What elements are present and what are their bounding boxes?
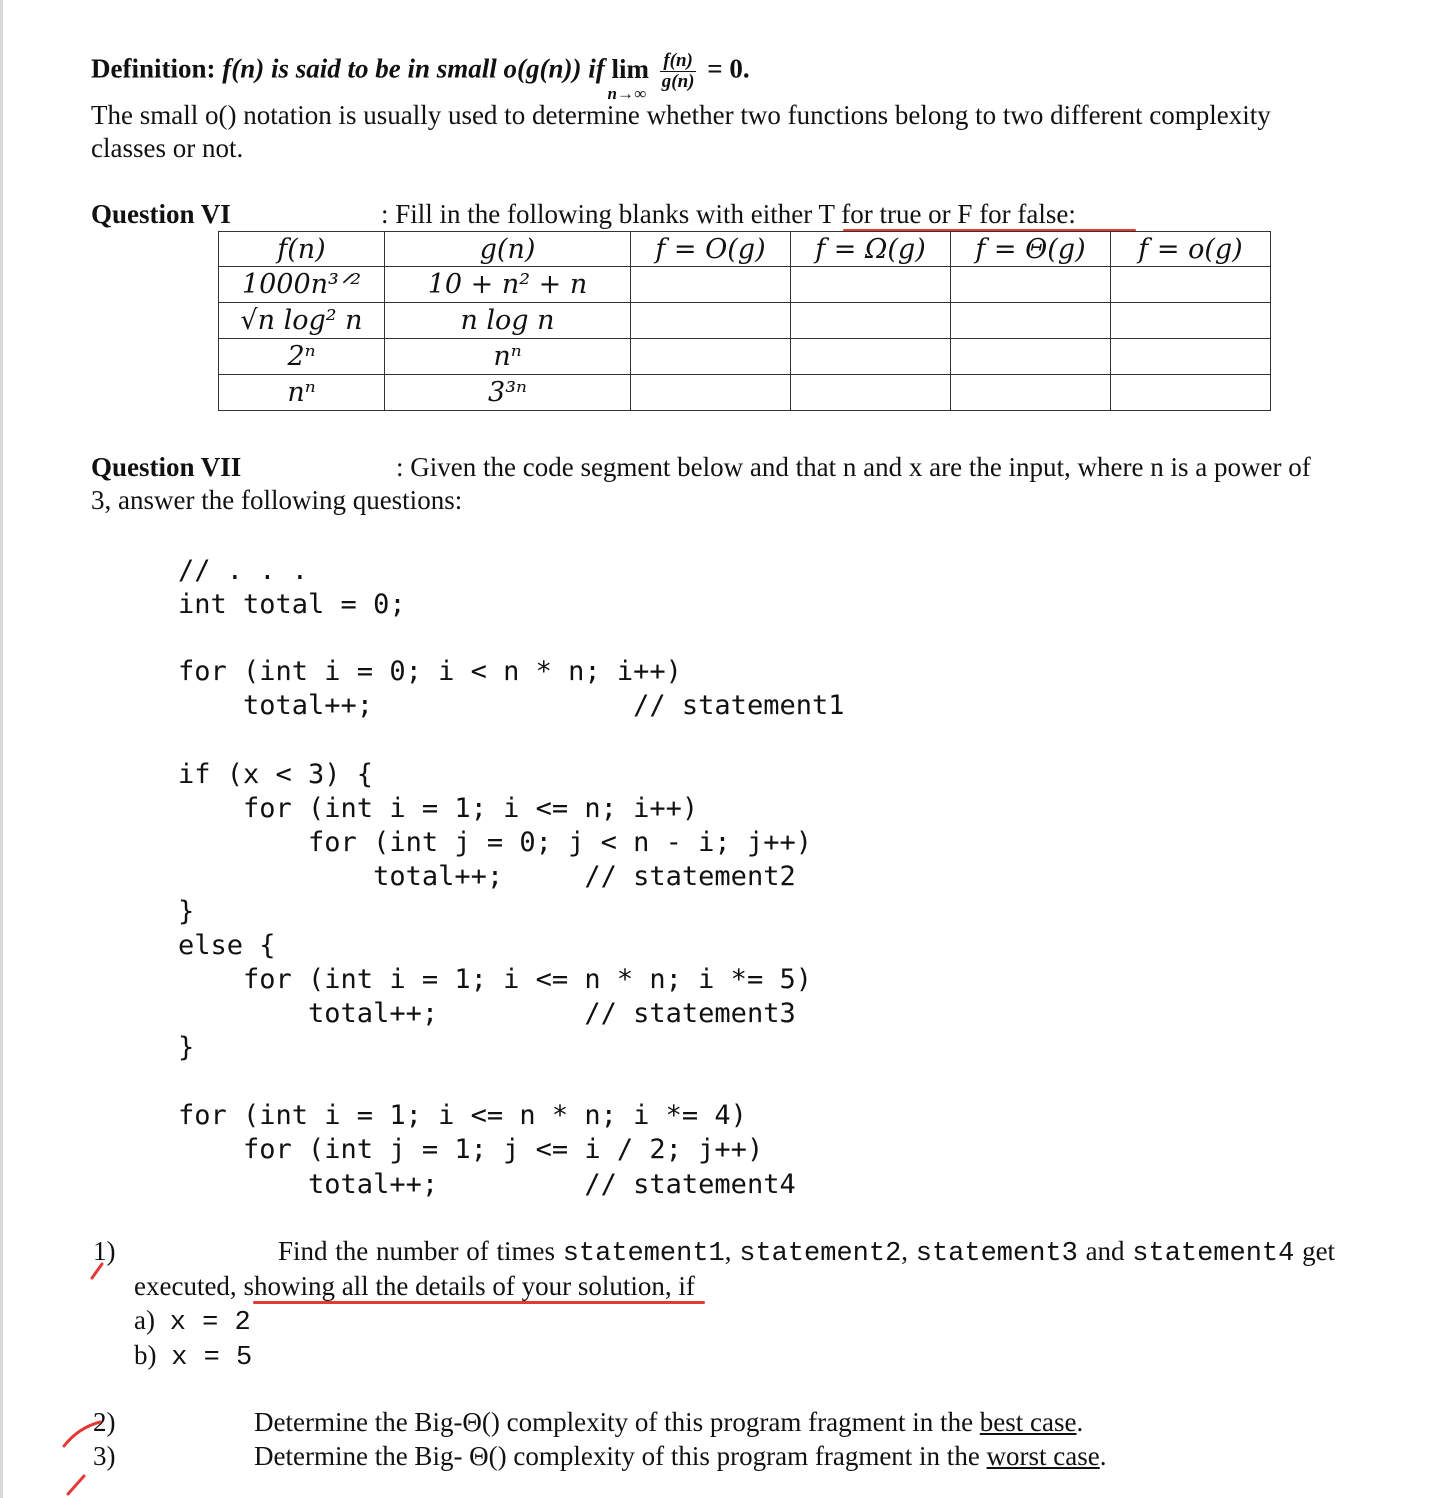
table-row bbox=[219, 339, 1271, 375]
code-line: total++; // statement3 bbox=[178, 998, 796, 1029]
header-big-o: f = O(g) bbox=[631, 232, 791, 267]
limit-expression bbox=[607, 53, 650, 103]
option-b-label: b) bbox=[134, 1340, 157, 1370]
statement4-ref: statement4 bbox=[1132, 1239, 1295, 1269]
blank-cell[interactable] bbox=[631, 339, 791, 375]
period: . bbox=[1076, 1407, 1084, 1437]
question-2-number: 2) bbox=[93, 1407, 116, 1437]
statement1-ref: statement1 bbox=[562, 1239, 725, 1269]
cell-f: 1000n³ᐟ² bbox=[219, 267, 385, 303]
code-line: } bbox=[178, 896, 195, 927]
table-row bbox=[219, 303, 1271, 339]
code-line: total++; // statement4 bbox=[178, 1169, 796, 1200]
header-small-o: f = o(g) bbox=[1111, 232, 1271, 267]
table-row bbox=[219, 267, 1271, 303]
definition-result: = 0. bbox=[707, 53, 750, 84]
blank-cell[interactable] bbox=[951, 375, 1111, 411]
cell-f: 2ⁿ bbox=[219, 339, 385, 375]
question-1-get: get bbox=[1302, 1236, 1336, 1266]
definition-text: f(n) is said to be in small o(g(n)) if bbox=[222, 53, 605, 84]
cell-g: n log n bbox=[385, 303, 631, 339]
limit-subscript: n→∞ bbox=[607, 83, 647, 103]
red-underline-annotation bbox=[253, 1301, 705, 1304]
question-1-line2 bbox=[134, 1271, 695, 1302]
best-case-underlined: best case bbox=[979, 1407, 1077, 1437]
fraction-denominator: g(n) bbox=[661, 71, 695, 92]
question-3-line bbox=[254, 1441, 1107, 1472]
question-1-and: and bbox=[1085, 1236, 1125, 1266]
question-2-line bbox=[254, 1407, 1083, 1438]
blank-cell[interactable] bbox=[631, 267, 791, 303]
cell-f: nⁿ bbox=[219, 375, 385, 411]
period: . bbox=[1099, 1441, 1107, 1471]
blank-cell[interactable] bbox=[791, 375, 951, 411]
blank-cell[interactable] bbox=[791, 339, 951, 375]
option-b-value: x = 5 bbox=[171, 1343, 253, 1373]
fraction-numerator: f(n) bbox=[660, 51, 697, 72]
blank-cell[interactable] bbox=[791, 303, 951, 339]
question-1-text: Find the number of times bbox=[278, 1236, 555, 1266]
definition-note-line1: The small o() notation is usually used to determine whether two functions belong to two different complexity bbox=[91, 100, 1271, 130]
header-g: g(n) bbox=[385, 232, 631, 267]
code-line: for (int i = 0; i < n * n; i++) bbox=[178, 656, 682, 687]
blank-cell[interactable] bbox=[951, 339, 1111, 375]
statement2-ref: statement2 bbox=[739, 1239, 902, 1269]
code-line: for (int i = 1; i <= n; i++) bbox=[178, 793, 699, 824]
code-line: } bbox=[178, 1032, 195, 1063]
table-header-row bbox=[219, 232, 1271, 267]
statement3-ref: statement3 bbox=[915, 1239, 1078, 1269]
red-check-mark-icon bbox=[58, 1418, 108, 1498]
code-line: // . . . bbox=[178, 555, 309, 586]
blank-cell[interactable] bbox=[1111, 375, 1271, 411]
definition-label: Definition: bbox=[91, 53, 216, 84]
option-b bbox=[134, 1340, 252, 1373]
code-line: for (int i = 1; i <= n * n; i *= 5) bbox=[178, 964, 812, 995]
blank-cell[interactable] bbox=[951, 267, 1111, 303]
code-line: total++; // statement1 bbox=[178, 690, 845, 721]
red-check-mark-icon bbox=[88, 1262, 108, 1282]
question-1-number: 1) bbox=[93, 1236, 116, 1266]
header-f: f(n) bbox=[219, 232, 385, 267]
worst-case-underlined: worst case bbox=[986, 1441, 1100, 1471]
blank-cell[interactable] bbox=[1111, 339, 1271, 375]
blank-cell[interactable] bbox=[951, 303, 1111, 339]
page-left-edge bbox=[0, 0, 3, 1498]
question-1-executed: executed, bbox=[134, 1271, 237, 1301]
code-line: else { bbox=[178, 930, 276, 961]
header-omega: f = Ω(g) bbox=[791, 232, 951, 267]
question-vi-label: Question VI bbox=[91, 199, 231, 229]
option-a-label: a) bbox=[134, 1305, 155, 1335]
definition-note-line2: classes or not. bbox=[91, 133, 244, 163]
limit-operator: lim bbox=[611, 53, 649, 84]
question-3-number: 3) bbox=[93, 1441, 116, 1471]
code-line: if (x < 3) { bbox=[178, 759, 374, 790]
code-line: for (int i = 1; i <= n * n; i *= 4) bbox=[178, 1100, 747, 1131]
cell-f: √n log² n bbox=[219, 303, 385, 339]
question-1-emphasis: showing all the details of your solution bbox=[243, 1271, 665, 1301]
header-theta: f = Θ(g) bbox=[951, 232, 1111, 267]
cell-g: nⁿ bbox=[385, 339, 631, 375]
question-1-line1: Find the number of times statement1, statement2, statement3 and statement4 get bbox=[278, 1236, 1336, 1269]
complexity-table bbox=[218, 231, 1271, 411]
blank-cell[interactable] bbox=[791, 267, 951, 303]
question-1-if: , if bbox=[664, 1271, 695, 1301]
blank-cell[interactable] bbox=[631, 375, 791, 411]
question-vi-instruction: : Fill in the following blanks with either T for true or F for false: bbox=[381, 199, 1076, 229]
question-vii-intro-line1: : Given the code segment below and that n and x are the input, where n is a power of bbox=[396, 452, 1311, 482]
question-3-text: Determine the Big- Θ() complexity of this program fragment in the bbox=[254, 1441, 980, 1471]
table-row bbox=[219, 375, 1271, 411]
limit-fraction bbox=[660, 51, 697, 92]
blank-cell[interactable] bbox=[1111, 303, 1271, 339]
option-a-value: x = 2 bbox=[169, 1308, 251, 1338]
question-2-text: Determine the Big-Θ() complexity of this program fragment in the bbox=[254, 1407, 974, 1437]
cell-g: 3³ⁿ bbox=[385, 375, 631, 411]
question-vii-intro-line2: 3, answer the following questions: bbox=[91, 485, 463, 515]
option-a bbox=[134, 1305, 251, 1338]
code-line: for (int j = 0; j < n - i; j++) bbox=[178, 827, 812, 858]
code-line: total++; // statement2 bbox=[178, 861, 796, 892]
code-line: int total = 0; bbox=[178, 589, 406, 620]
definition-line bbox=[91, 50, 750, 103]
question-vii-label: Question VII bbox=[91, 452, 242, 482]
cell-g: 10 + n² + n bbox=[385, 267, 631, 303]
blank-cell[interactable] bbox=[1111, 267, 1271, 303]
blank-cell[interactable] bbox=[631, 303, 791, 339]
code-line: for (int j = 1; j <= i / 2; j++) bbox=[178, 1134, 764, 1165]
